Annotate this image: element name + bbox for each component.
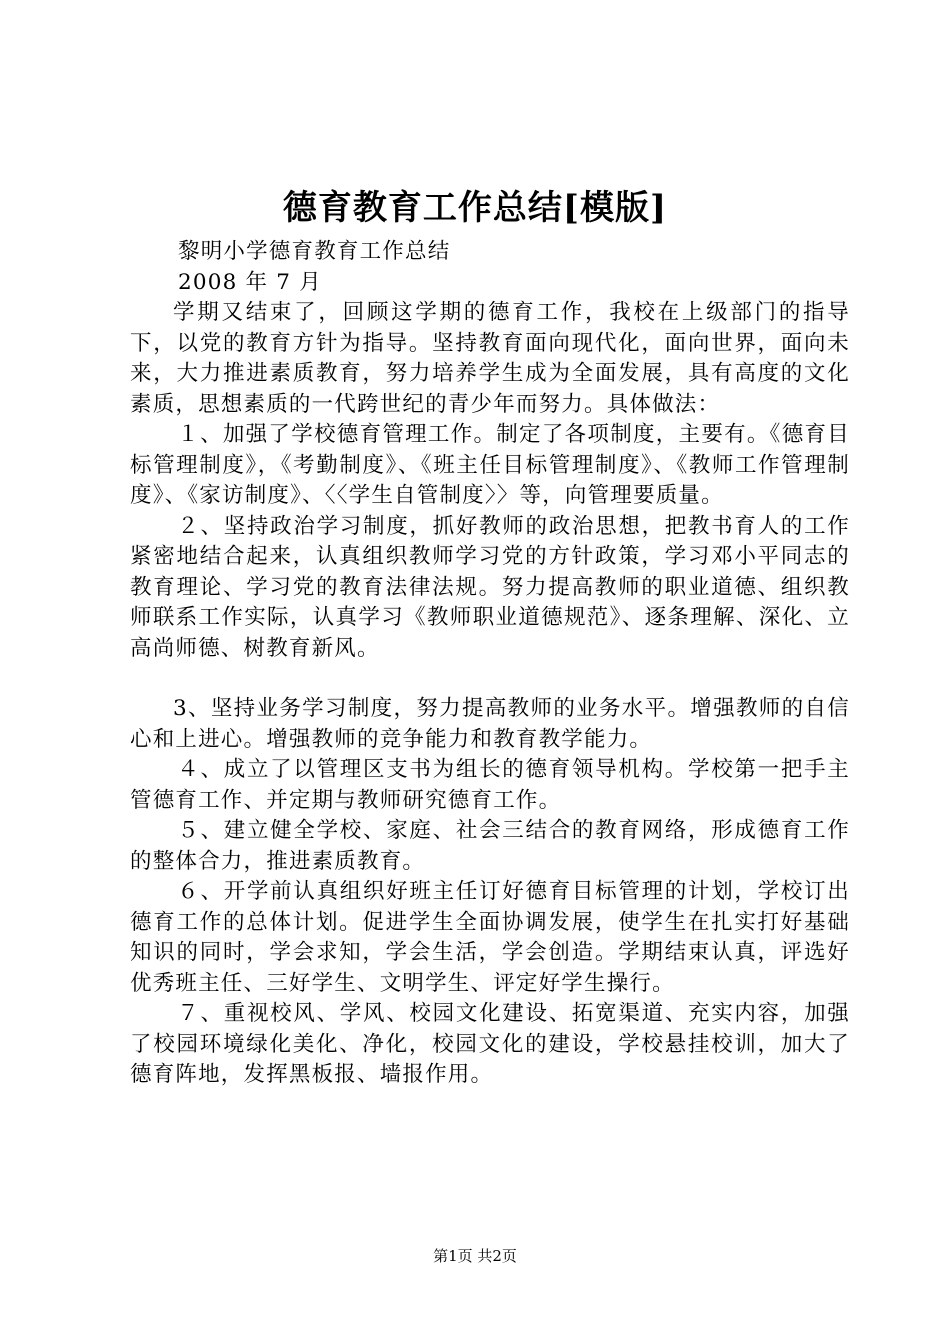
item-paragraph-5: ５、建立健全学校、家庭、社会三结合的教育网络，形成德育工作的整体合力，推进素质教育。 [130,818,850,874]
document-date: 2008 年 7 月 [178,269,322,295]
document-body [130,237,850,1091]
item-paragraph-4: ４、成立了以管理区支书为组长的德育领导机构。学校第一把手主管德育工作、并定期与教师研究德育工作。 [130,757,850,813]
item-paragraph-7: ７、重视校风、学风、校园文化建设、拓宽渠道、充实内容，加强了校园环境绿化美化、净化，校园文化的建设，学校悬挂校训，加大了德育阵地，发挥黑板报、墙报作用。 [130,1001,850,1087]
item-paragraph-3: 3、坚持业务学习制度，努力提高教师的业务水平。增强教师的自信心和上进心。增强教师的竞争能力和教育教学能力。 [130,696,850,752]
item-paragraph-1: １、加强了学校德育管理工作。制定了各项制度，主要有。《德育目标管理制度》，《考勤制度》、《班主任目标管理制度》、《教师工作管理制度》、《家访制度》、〈〈学生自管制度〉〉等，向管理要质量。 [130,422,850,508]
intro-paragraph: 学期又结束了，回顾这学期的德育工作，我校在上级部门的指导下，以党的教育方针为指导。坚持教育面向现代化，面向世界，面向未来，大力推进素质教育，努力培养学生成为全面发展，具有高度的文化素质，思想素质的一代跨世纪的青少年而努力。具体做法： [130,300,850,417]
document-title: 德育教育工作总结[模版] [282,188,668,228]
document-subtitle: 黎明小学德育教育工作总结 [178,239,451,264]
item-paragraph-6: ６、开学前认真组织好班主任订好德育目标管理的计划，学校订出德育工作的总体计划。促进学生全面协调发展，使学生在扎实打好基础知识的同时，学会求知，学会生活，学会创造。学期结束认真，评选好优秀班主任、三好学生、文明学生、评定好学生操行。 [130,879,850,996]
item-paragraph-2: ２、坚持政治学习制度，抓好教师的政治思想，把教书育人的工作紧密地结合起来，认真组织教师学习党的方针政策，学习邓小平同志的教育理论、学习党的教育法律法规。努力提高教师的职业道德、组织教师联系工作实际，认真学习《教师职业道德规范》、逐条理解、深化、立高尚师德、树教育新风。 [130,513,850,661]
page-footer: 第1页 共2页 [433,1247,517,1265]
